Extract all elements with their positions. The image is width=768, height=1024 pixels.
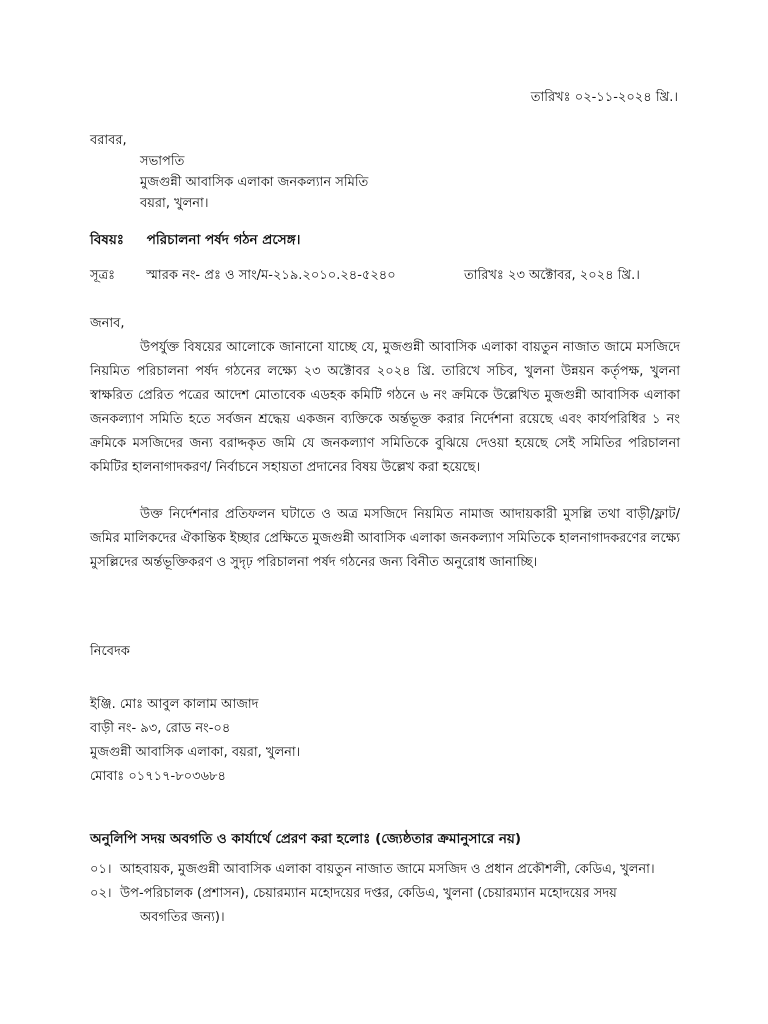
reference-label: সূত্রঃ bbox=[90, 268, 116, 283]
body-paragraph-2: উক্ত নির্দেশনার প্রতিফলন ঘটাতে ও অত্র মসজিদে নিয়মিত নামাজ আদায়কারী মুসল্লি তথা বাড়ী/ফ্লাট/জমির মালিকদের ঐকান্তিক ইচ্ছার প্রেক্ষিতে মুজগুন্নী আবাসিক এলাকা জনকল্যাণ সমিতিকে হালনাগাদকরণের লক্ষ্যে মুসল্লিদের অর্ন্তভূক্তিকরণ ও সুদৃঢ় পরিচালনা পর্ষদ গঠনের জন্য বিনীত অনুরোধ জানাচ্ছি। bbox=[90, 507, 680, 570]
copy-item-continuation bbox=[90, 906, 680, 930]
sender-block bbox=[90, 693, 300, 789]
subject-line bbox=[90, 229, 301, 252]
greeting: জনাব, bbox=[90, 316, 125, 331]
copy-title: অনুলিপি সদয় অবগতি ও কার্যার্থে প্রেরণ করা হলোঃ (জ্যেষ্ঠতার ক্রমানুসারে নয়) bbox=[90, 831, 522, 847]
sender-address-line-2: মুজগুন্নী আবাসিক এলাকা, বয়রা, খুলনা। bbox=[90, 745, 301, 760]
letter-date: তারিখঃ ০২-১১-২০২৪ খ্রি.। bbox=[530, 90, 678, 105]
reference-line bbox=[90, 266, 680, 287]
recipient-title: সভাপতি bbox=[140, 154, 185, 169]
copy-item-text-continued: অবগতির জন্য)। bbox=[140, 910, 225, 925]
recipient-block bbox=[90, 130, 368, 214]
reference-text: স্মারক নং- প্রঃ ও সাং/ম-২১৯.২০১০.২৪-৫২৪০ bbox=[146, 268, 396, 283]
copy-item-text: আহবায়ক, মুজগুন্নী আবাসিক এলাকা বায়তুন নাজাত জামে মসজিদ ও প্রধান প্রকৌশলী, কেডিএ, খুলনা। bbox=[120, 862, 655, 877]
reference-date: তারিখঃ ২৩ অক্টোবর, ২০২৪ খ্রি.। bbox=[464, 268, 640, 283]
salutation: বরাবর, bbox=[90, 133, 127, 148]
copy-list bbox=[90, 858, 680, 930]
copy-item-number: ০১। bbox=[90, 862, 112, 877]
copy-item-number: ০২। bbox=[90, 886, 112, 901]
body-paragraph-1: উপর্যুক্ত বিষয়ের আলোকে জানানো যাচ্ছে যে, মুজগুন্নী আবাসিক এলাকা বায়তুন নাজাত জামে মসজিদে নিয়মিত পরিচালনা পর্ষদ গঠনের লক্ষ্যে ২৩ অক্টোবর ২০২৪ খ্রি. তারিখে সচিব, খুলনা উন্নয়ন কর্তৃপক্ষ, খুলনা স্বাক্ষরিত প্রেরিত পত্রের আদেশ মোতাবেক এডহক কমিটি গঠনে ৬ নং ক্রমিকে উল্লেখিত মুজগুন্নী আবাসিক এলাকা জনকল্যাণ সমিতি হতে সর্বজন শ্রদ্ধেয় একজন ব্যক্তিকে অর্ন্তভূক্ত করার নির্দেশনা রয়েছে এবং কার্যপরিধির ১ নং ক্রমিকে মসজিদের জন্য বরাদ্দকৃত জমি যে জনকল্যাণ সমিতিকে বুঝিয়ে দেওয়া হয়েছে সেই সমিতির পরিচালনা কমিটির হালনাগাদকরণ/ নির্বাচনে সহায়তা প্রদানের বিষয় উল্লেখ করা হয়েছে। bbox=[90, 340, 680, 475]
recipient-address: বয়রা, খুলনা। bbox=[140, 196, 209, 211]
subject-text: পরিচালনা পর্ষদ গঠন প্রসেঙ্গ। bbox=[146, 232, 301, 248]
sender-name: ইঞ্জি. মোঃ আবুল কালাম আজাদ bbox=[90, 697, 259, 712]
copy-item bbox=[90, 858, 680, 882]
recipient-organization: মুজগুন্নী আবাসিক এলাকা জনকল্যান সমিতি bbox=[140, 175, 369, 190]
sender-address-line-1: বাড়ী নং- ৯৩, রোড নং-০৪ bbox=[90, 721, 231, 736]
subject-label: বিষয়ঃ bbox=[90, 232, 124, 248]
sender-mobile: মোবাঃ ০১৭১৭-৮০৩৬৮৪ bbox=[90, 769, 226, 784]
closing: নিবেদক bbox=[90, 644, 130, 659]
copy-item bbox=[90, 882, 680, 906]
letter-body bbox=[90, 312, 680, 480]
copy-item-text: উপ-পরিচালক (প্রশাসন), চেয়ারম্যান মহোদয়ের দপ্তর, কেডিএ, খুলনা (চেয়ারম্যান মহোদয়ের সদয় bbox=[120, 886, 617, 901]
